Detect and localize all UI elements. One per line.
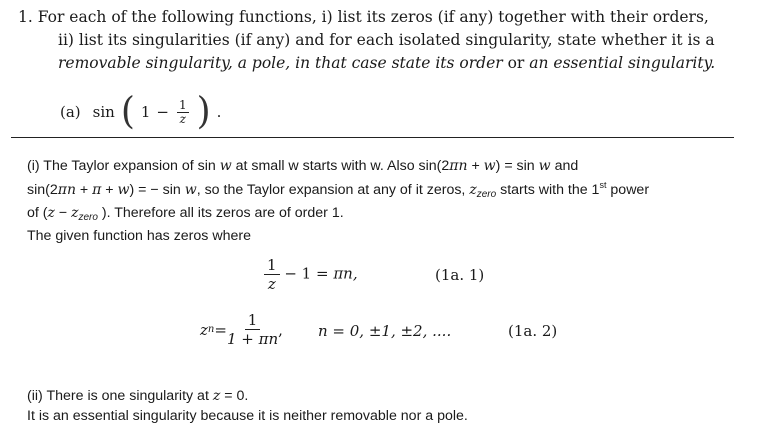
answer-line-4: The given function has zeros where [27,228,251,244]
part-a-expression [60,89,222,133]
answer-text: ). Therefore all its zeros are of order 1. [97,205,344,221]
eq1-fraction [264,256,280,293]
eq1-middle: − 1 = [279,264,334,283]
answer-text: (i) The Taylor expansion of sin [27,158,220,174]
math-var: w [538,158,551,174]
eq1-rhs: πn, [333,264,358,283]
answer-text: + [467,158,484,174]
eq2-condition: n = 0, ±1, ±2, .... [318,322,452,340]
eq2-denominator: 1 + πn [226,330,279,348]
left-paren: ( [120,89,135,133]
math-var: w [483,158,496,174]
math-var: πn [449,158,468,174]
math-var: π [92,182,102,198]
equation-tag-1a1: (1a. 1) [435,266,485,284]
eq2-equals: = [214,320,227,339]
math-var: w [184,182,197,198]
part-a-label: (a) [60,103,81,121]
problem-line-2 [18,29,738,52]
answer-text: power [606,182,650,198]
math-var: z [71,205,79,221]
tail-text: = 0. [220,388,249,404]
answer-text: and [550,158,579,174]
problem-text-3c: an essential singularity. [529,54,716,72]
answer-paragraph [27,157,742,246]
problem-text-3a: removable singularity, a pole, in that case state its order [58,54,503,72]
answer-line-1 [27,157,742,176]
part-a-function: sin [92,103,115,121]
eq2-lhs-subscript: n [207,324,215,335]
superscript: st [599,180,607,190]
answer-text: + [101,182,118,198]
problem-line-1 [18,6,738,29]
part-a-minus: − [156,103,169,121]
answer-text: of ( [27,205,48,221]
eq2-comma: , [278,320,283,339]
math-var: w [219,158,232,174]
answer-text: starts with the 1 [496,182,600,198]
equation-1a1 [264,256,358,293]
math-var: z [212,388,221,404]
answer-text: , so the Taylor expansion at any of it zeros, [196,182,470,198]
answer-text: sin(2 [27,182,58,198]
math-var: πn [57,182,76,198]
problem-text-3b: or [502,54,530,72]
separator-line [11,137,734,139]
eq2-lhs: z [200,320,208,339]
right-paren: ) [196,89,211,133]
math-subscript: zero [78,212,98,223]
eq2-numerator: 1 [245,311,261,330]
singularity-answer [27,386,468,426]
answer-text: ) = sin [495,158,539,174]
math-var: w [117,182,130,198]
eq1-denominator: z [267,275,276,293]
problem-line-3 [18,52,738,75]
part-a-period: . [216,103,222,121]
equation-1a2 [200,311,283,348]
fraction-denominator: z [179,111,186,126]
tail-text: (ii) There is one singularity at [27,388,213,404]
tail-line-2: It is an essential singularity because it is neither removable nor a pole. [27,408,468,424]
equation-tag-1a2: (1a. 2) [508,322,558,340]
fraction-numerator: 1 [178,97,187,112]
answer-line-3 [27,204,742,227]
part-a-fraction [177,99,189,126]
problem-text-2: ii) list its singularities (if any) and for each isolated singularity, state whether it is a [58,31,715,49]
tail-line-1 [27,386,468,406]
part-a-one: 1 [140,103,151,121]
eq2-fraction [227,311,278,348]
math-var: z [469,182,477,198]
answer-text: at small w starts with w. Also sin(2 [231,158,450,174]
eq1-numerator: 1 [264,256,280,275]
answer-line-2 [27,176,742,204]
math-var: z [47,205,55,221]
problem-number: 1. [18,8,33,26]
answer-text: ) = − sin [129,182,185,198]
math-subscript: zero [476,189,497,200]
answer-text: + [75,182,93,198]
answer-text: − [54,205,72,221]
problem-statement [18,6,738,75]
problem-text-1: For each of the following functions, i) list its zeros (if any) together with their orders, [37,8,709,26]
